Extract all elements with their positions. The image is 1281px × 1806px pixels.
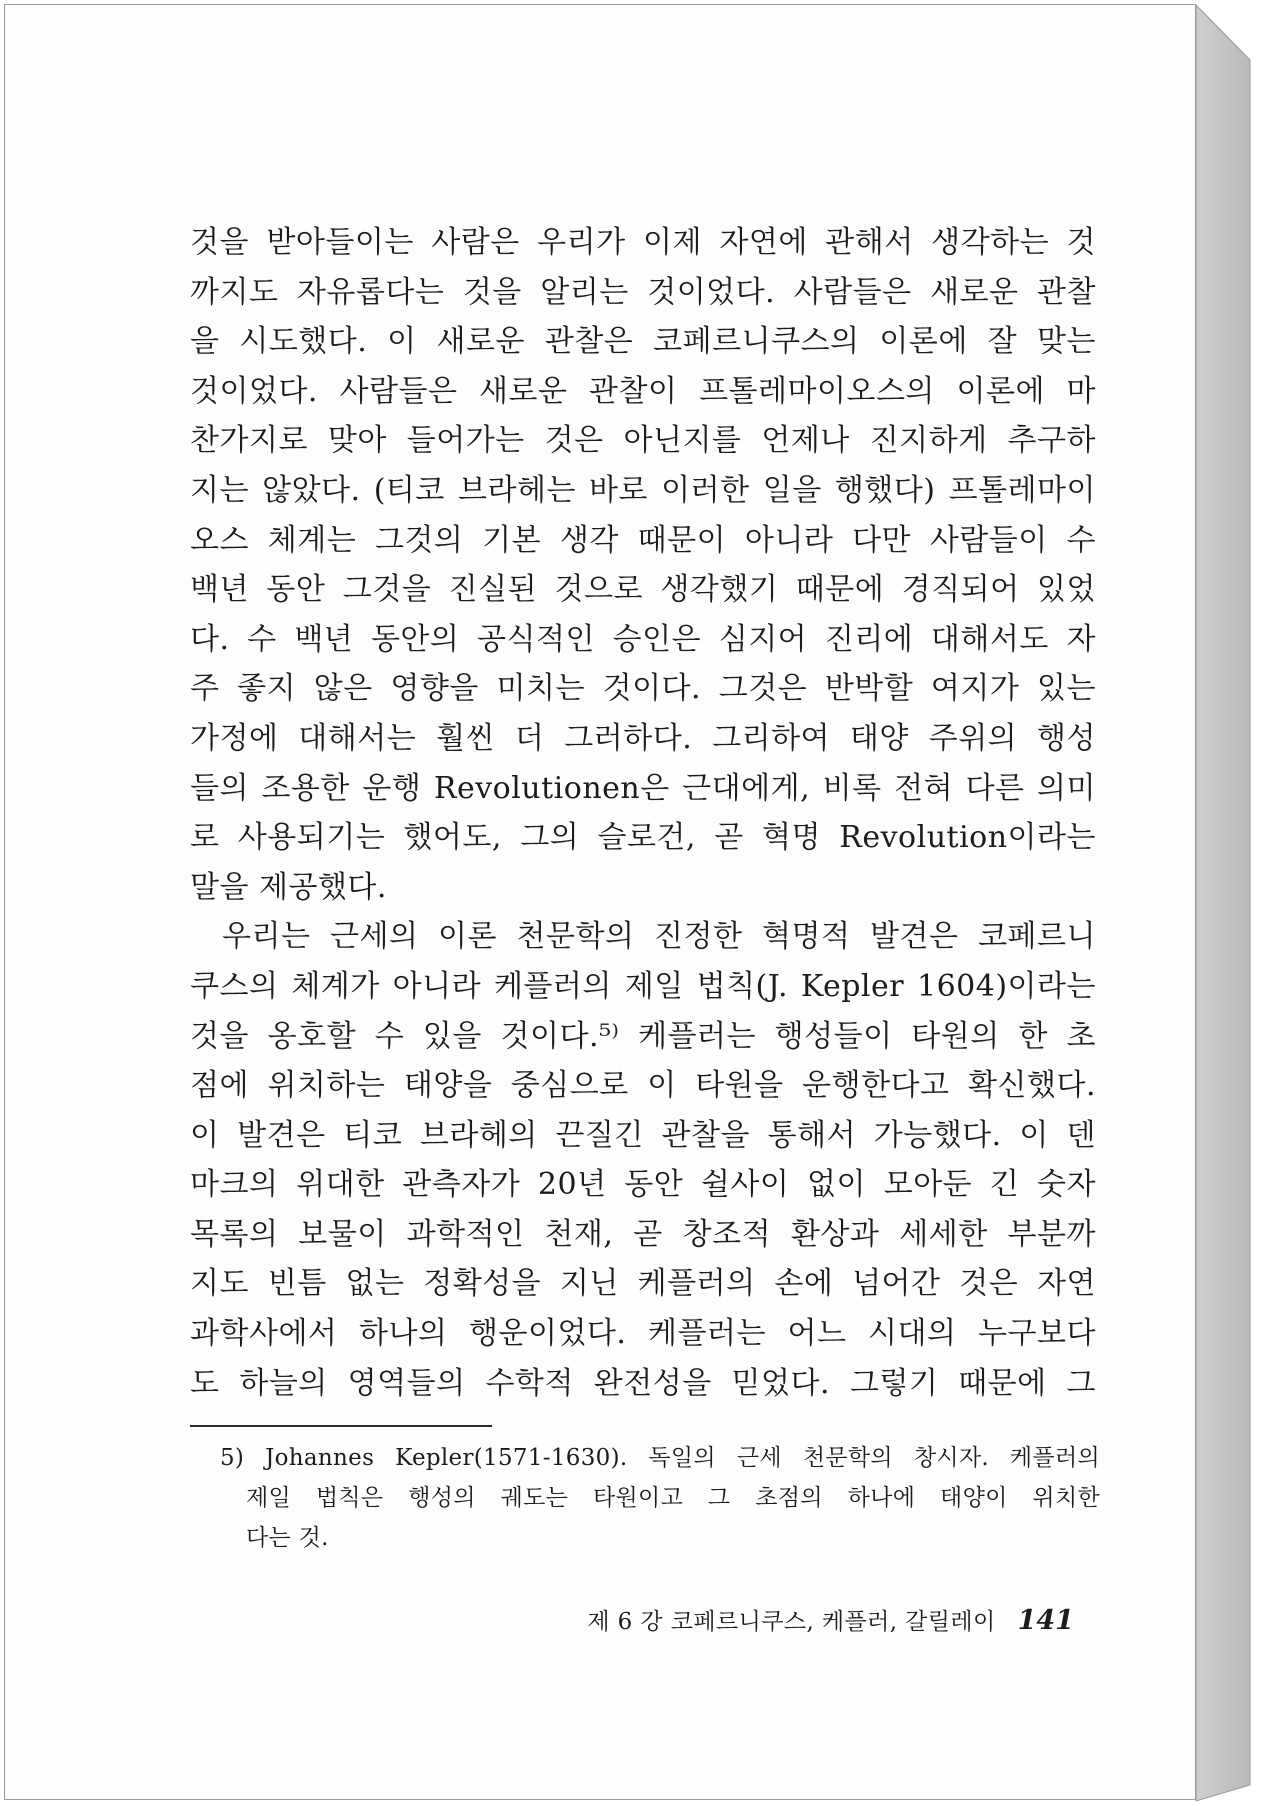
text-line: 우리는 근세의 이론 천문학의 진정한 혁명적 발견은 코페르니 bbox=[222, 919, 1096, 955]
text-line: 백년 동안 그것을 진실된 것으로 생각했기 때문에 경직되어 있었 bbox=[190, 572, 1096, 608]
text-line: 이 발견은 티코 브라헤의 끈질긴 관찰을 통해서 가능했다. 이 덴 bbox=[190, 1117, 1096, 1153]
text-line: 쿠스의 체계가 아니라 케플러의 제일 법칙(J. Kepler 1604)이라는 bbox=[190, 968, 1096, 1004]
text-line: 점에 위치하는 태양을 중심으로 이 타원을 운행한다고 확신했다. bbox=[190, 1068, 1096, 1104]
text-line: 오스 체계는 그것의 기본 생각 때문이 아니라 다만 사람들이 수 bbox=[190, 522, 1096, 558]
text-line: 것을 받아들이는 사람은 우리가 이제 자연에 관해서 생각하는 것 bbox=[190, 225, 1096, 260]
chapter-running-title: 제 6 강 코페르니쿠스, 케플러, 갈릴레이 bbox=[587, 1609, 996, 1635]
text-line: 도 하늘의 영역들의 수학적 완전성을 믿었다. 그렇기 때문에 그 bbox=[190, 1365, 1096, 1401]
page-number: 141 bbox=[1017, 1605, 1074, 1636]
text-line: 것이었다. 사람들은 새로운 관찰이 프톨레마이오스의 이론에 마 bbox=[190, 373, 1096, 409]
text-line: 말을 제공했다. bbox=[190, 869, 387, 905]
running-footer bbox=[496, 1603, 1074, 1643]
paragraph-2 bbox=[190, 912, 1096, 1408]
text-line: 지도 빈틈 없는 정확성을 지닌 케플러의 손에 넘어간 것은 자연 bbox=[190, 1266, 1096, 1302]
text-line: 목록의 보물이 과학적인 천재, 곧 창조적 환상과 세세한 부분까 bbox=[190, 1216, 1096, 1252]
text-line: 것을 옹호할 수 있을 것이다.⁵⁾ 케플러는 행성들이 타원의 한 초 bbox=[190, 1018, 1096, 1054]
text-line: 마크의 위대한 관측자가 20년 동안 쉴사이 없이 모아둔 긴 숫자 bbox=[190, 1167, 1096, 1203]
footnote-separator bbox=[190, 1425, 492, 1427]
text-line: 과학사에서 하나의 행운이었다. 케플러는 어느 시대의 누구보다 bbox=[190, 1316, 1096, 1352]
text-line: 다. 수 백년 동안의 공식적인 승인은 심지어 진리에 대해서도 자 bbox=[190, 621, 1096, 657]
text-line: 을 시도했다. 이 새로운 관찰은 코페르니쿠스의 이론에 잘 맞는 bbox=[190, 324, 1096, 360]
text-line: 지는 않았다. (티코 브라헤는 바로 이러한 일을 행했다) 프톨레마이 bbox=[190, 472, 1096, 508]
text-line: 가정에 대해서는 훨씬 더 그러하다. 그리하여 태양 주위의 행성 bbox=[190, 720, 1096, 756]
text-line: 찬가지로 맞아 들어가는 것은 아닌지를 언제나 진지하게 추구하 bbox=[190, 423, 1096, 459]
footnote bbox=[220, 1438, 1100, 1558]
paragraph-1 bbox=[190, 218, 1096, 912]
text-line: 로 사용되기는 했어도, 그의 슬로건, 곧 혁명 Revolution이라는 bbox=[190, 820, 1096, 856]
footnote-line: 제일 법칙은 행성의 궤도는 타원이고 그 초점의 하나에 태양이 위치한 bbox=[246, 1485, 1100, 1511]
body-text bbox=[190, 218, 1096, 1408]
text-line: 들의 조용한 운행 Revolutionen은 근대에게, 비록 전혀 다른 의미 bbox=[190, 770, 1096, 806]
footnote-line: 5) Johannes Kepler(1571-1630). 독일의 근세 천문학의 창시자. 케플러의 bbox=[220, 1445, 1100, 1471]
text-line: 까지도 자유롭다는 것을 알리는 것이었다. 사람들은 새로운 관찰 bbox=[190, 274, 1096, 310]
text-line: 주 좋지 않은 영향을 미치는 것이다. 그것은 반박할 여지가 있는 bbox=[190, 671, 1096, 707]
footnote-line: 다는 것. bbox=[246, 1525, 329, 1551]
